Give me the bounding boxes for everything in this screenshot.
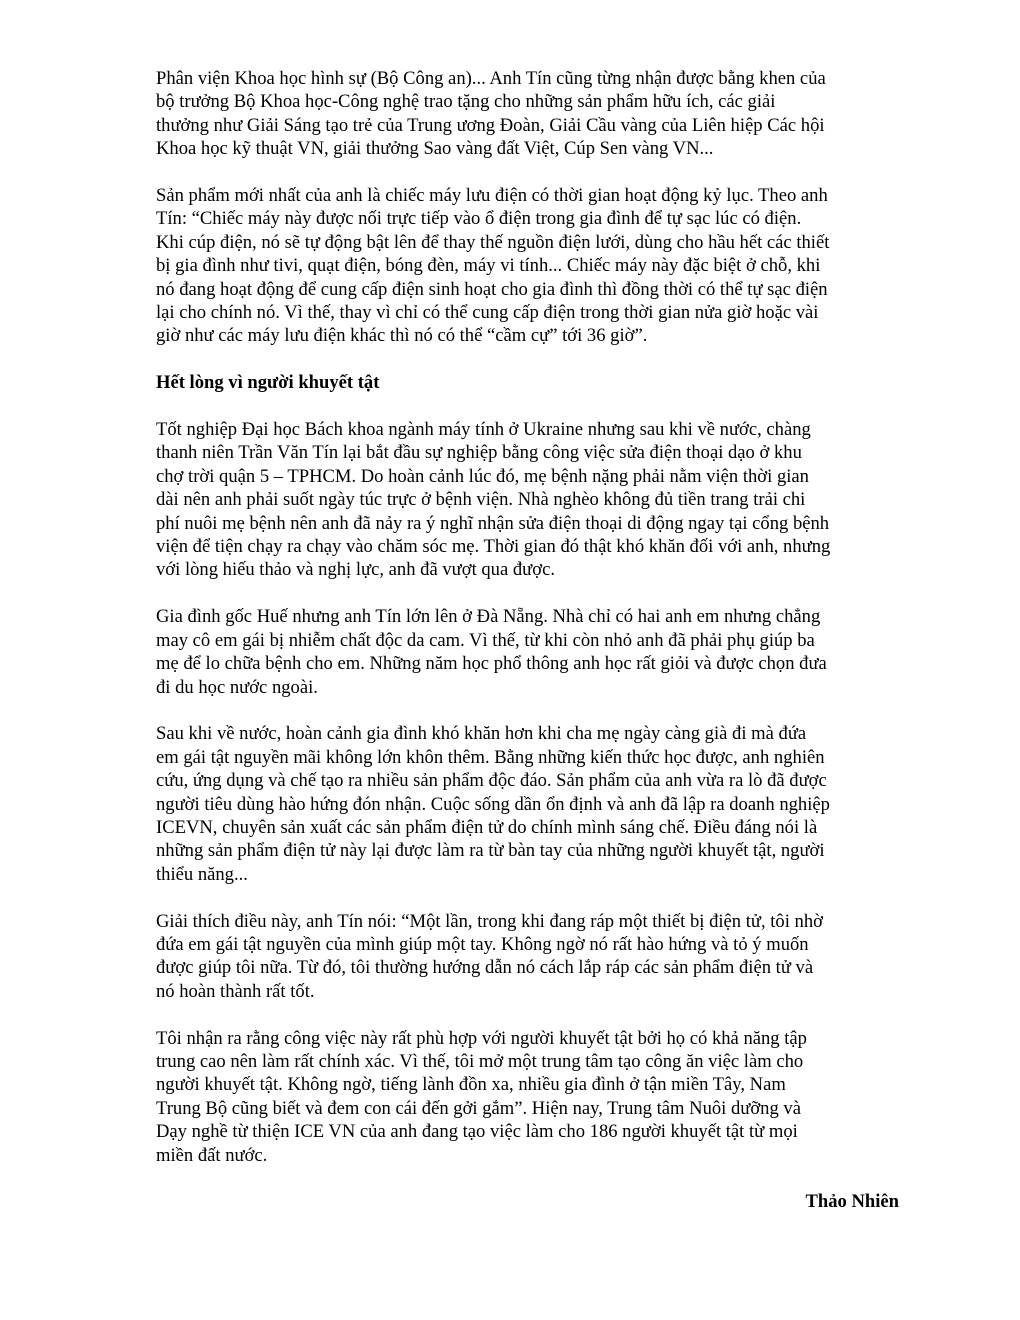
paragraph-quote-start: Giải thích điều này, anh Tín nói: “Một lần, trong khi đang ráp một thiết bị điện tử, tôi nhờ đứa em gái tật nguyền của mình giúp một tay. Không ngờ nó rất hào hứng và tỏ ý muốn được giúp tôi nữa. Từ đó, tôi thường hướng dẫn nó cách lắp ráp các sản phẩm điện tử và nó hoàn thành rất tốt. xyxy=(156,910,823,1002)
paragraph-awards: Phân viện Khoa học hình sự (Bộ Công an)... Anh Tín cũng từng nhận được bằng khen của bộ trưởng Bộ Khoa học-Công nghệ trao tặng cho những sản phẩm hữu ích, các giải thưởng như Giải Sáng tạo trẻ của Trung ương Đoàn, Giải Cầu vàng của Liên hiệp Các hội Khoa học kỹ thuật VN, giải thưởng Sao vàng đất Việt, Cúp Sen vàng VN... xyxy=(156,68,826,160)
document-page xyxy=(156,67,901,1214)
author-signature: Thảo Nhiên xyxy=(805,1191,899,1213)
paragraph-business: Sau khi về nước, hoàn cảnh gia đình khó khăn hơn khi cha mẹ ngày càng già đi mà đứa em gái tật nguyền mãi không lớn khôn thêm. Bằng những kiến thức học được, anh nghiên cứu, ứng dụng và chế tạo ra nhiều sản phẩm độc đáo. Sản phẩm của anh vừa ra lò đã được người tiêu dùng hào hứng đón nhận. Cuộc sống dần ổn định và anh đã lập ra doanh nghiệp ICEVN, chuyên sản xuất các sản phẩm điện tử do chính mình sáng chế. Điều đáng nói là những sản phẩm điện tử này lại được làm ra từ bàn tay của những người khuyết tật, người thiểu năng... xyxy=(156,723,830,885)
paragraph-family: Gia đình gốc Huế nhưng anh Tín lớn lên ở Đà Nẵng. Nhà chỉ có hai anh em nhưng chẳng may cô em gái bị nhiễm chất độc da cam. Vì thế, từ khi còn nhỏ anh đã phải phụ giúp ba mẹ để lo chữa bệnh cho em. Những năm học phổ thông anh học rất giỏi và được chọn đưa đi du học nước ngoài. xyxy=(156,606,827,698)
paragraph-center: Tôi nhận ra rằng công việc này rất phù hợp với người khuyết tật bởi họ có khả năng tập trung cao nên làm rất chính xác. Vì thế, tôi mở một trung tâm tạo công ăn việc làm cho người khuyết tật. Không ngờ, tiếng lành đồn xa, nhiều gia đình ở tận miền Tây, Nam Trung Bộ cũng biết và đem con cái đến gởi gắm”. Hiện nay, Trung tâm Nuôi dưỡng và Dạy nghề từ thiện ICE VN của anh đang tạo việc làm cho 186 người khuyết tật từ mọi miền đất nước. xyxy=(156,1027,807,1166)
paragraph-education: Tốt nghiệp Đại học Bách khoa ngành máy tính ở Ukraine nhưng sau khi về nước, chàng thanh niên Trần Văn Tín lại bắt đầu sự nghiệp bằng công việc sửa điện thoại dạo ở khu chợ trời quận 5 – TPHCM. Do hoàn cảnh lúc đó, mẹ bệnh nặng phải nằm viện thời gian dài nên anh phải suốt ngày túc trực ở bệnh viện. Nhà nghèo không đủ tiền trang trải chi phí nuôi mẹ bệnh nên anh đã nảy ra ý nghĩ nhận sửa điện thoại di động ngay tại cổng bệnh viện để tiện chạy ra chạy vào chăm sóc mẹ. Thời gian đó thật khó khăn đối với anh, nhưng với lòng hiếu thảo và nghị lực, anh đã vượt qua được. xyxy=(156,419,831,581)
section-heading: Hết lòng vì người khuyết tật xyxy=(156,372,380,394)
paragraph-ups-device: Sản phẩm mới nhất của anh là chiếc máy lưu điện có thời gian hoạt động kỷ lục. Theo anh Tín: “Chiếc máy này được nối trực tiếp vào ổ điện trong gia đình để tự sạc lúc có điện. Khi cúp điện, nó sẽ tự động bật lên để thay thế nguồn điện lưới, dùng cho hầu hết các thiết bị gia đình như tivi, quạt điện, bóng đèn, máy vi tính... Chiếc máy này đặc biệt ở chỗ, khi nó đang hoạt động để cung cấp điện sinh hoạt cho gia đình thì đồng thời có thể tự sạc điện lại cho chính nó. Vì thế, thay vì chỉ có thể cung cấp điện trong thời gian nửa giờ hoặc vài giờ như các máy lưu điện khác thì nó có thể “cầm cự” tới 36 giờ”. xyxy=(156,185,830,347)
